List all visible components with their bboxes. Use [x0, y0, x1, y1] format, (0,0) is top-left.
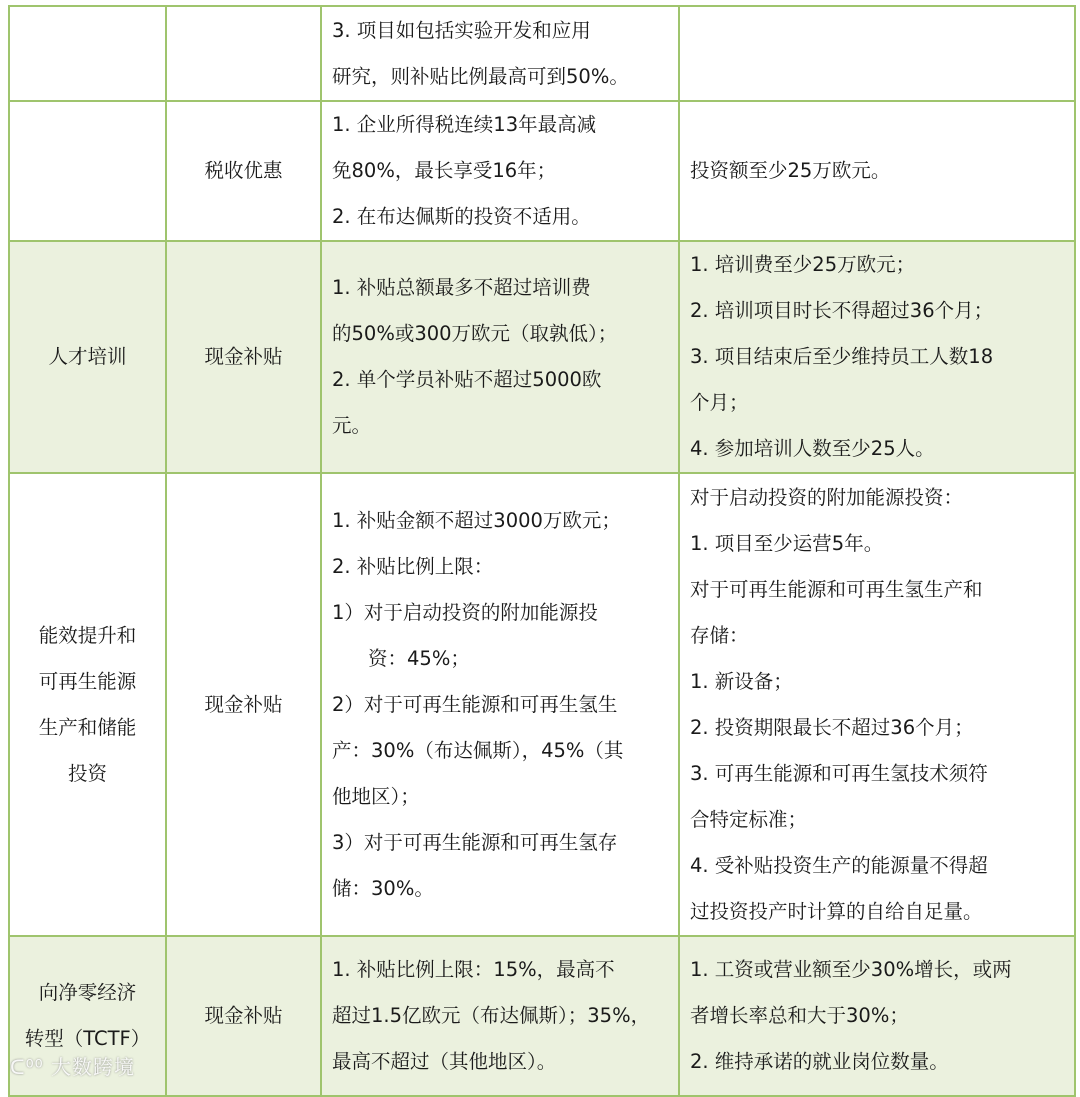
- cell-line: 现金补贴: [204, 692, 283, 716]
- detail-cell: [321, 473, 679, 936]
- cell-line: 1. 项目至少运营5年。: [690, 531, 884, 555]
- detail-cell: [321, 101, 679, 241]
- cell-line: 1. 补贴金额不超过3000万欧元；: [332, 508, 621, 532]
- category-cell: [9, 101, 166, 241]
- cell-line: 税收优惠: [204, 159, 283, 182]
- cell-line: 4. 受补贴投资生产的能源量不得超: [690, 853, 988, 877]
- support-type-cell: [166, 6, 321, 101]
- cell-line: 研究，则补贴比例最高可到50%。: [332, 64, 629, 88]
- cell-line: 资：45%；: [368, 646, 470, 670]
- requirement-cell: [679, 241, 1075, 473]
- cell-line: 生产和储能: [38, 715, 137, 739]
- cell-line: 2. 投资期限最长不超过36个月；: [690, 715, 974, 739]
- cell-line: 免80%，最长享受16年；: [332, 159, 557, 182]
- cell-line: 2. 维持承诺的就业岗位数量。: [690, 1050, 949, 1073]
- cell-line: 投资额至少25万欧元。: [690, 159, 891, 182]
- requirement-cell: [679, 473, 1075, 936]
- cell-line: 4. 参加培训人数至少25人。: [690, 437, 935, 460]
- cell-line: 的50%或300万欧元（取孰低）；: [332, 322, 618, 345]
- cell-line: 投资: [67, 761, 107, 785]
- requirement-cell: [679, 101, 1075, 241]
- requirement-cell: [679, 936, 1075, 1096]
- cell-line: 过投资投产时计算的自给自足量。: [690, 899, 983, 923]
- cell-line: 3. 可再生能源和可再生氢技术须符: [690, 761, 988, 785]
- cell-line: 3）对于可再生能源和可再生氢存: [332, 830, 618, 854]
- cell-line: 能效提升和: [38, 623, 137, 647]
- cell-line: 可再生能源: [38, 669, 137, 693]
- cell-line: 对于启动投资的附加能源投资：: [690, 485, 964, 509]
- table-row: [9, 6, 1075, 101]
- cell-line: 2. 在布达佩斯的投资不适用。: [332, 205, 591, 228]
- cell-line: 1. 企业所得税连续13年最高减: [332, 113, 597, 136]
- detail-cell: [321, 241, 679, 473]
- cell-line: 存储：: [690, 623, 749, 647]
- cell-line: 2）对于可再生能源和可再生氢生: [332, 692, 618, 716]
- cell-line: 2. 补贴比例上限：: [332, 554, 494, 578]
- cell-line: 1. 培训费至少25万欧元；: [690, 253, 916, 276]
- category-cell: [9, 6, 166, 101]
- watermark: ᑕ⁰⁰ 大数跨境: [10, 1055, 135, 1079]
- category-cell: [9, 241, 166, 473]
- category-cell: [9, 473, 166, 936]
- cell-line: 3. 项目如包括实验开发和应用: [332, 18, 591, 42]
- cell-line: 者增长率总和大于30%；: [690, 1004, 909, 1027]
- cell-line: 储：30%。: [332, 876, 434, 900]
- support-type-cell: [166, 241, 321, 473]
- cell-line: 1. 工资或营业额至少30%增长，或两: [690, 958, 1012, 981]
- watermark-logo-icon: ᑕ⁰⁰: [10, 1055, 51, 1079]
- table-row: [9, 101, 1075, 241]
- cell-line: 产：30%（布达佩斯），45%（其: [332, 738, 624, 762]
- cell-line: 1. 新设备；: [690, 669, 793, 693]
- policy-table: [8, 5, 1076, 1097]
- support-type-cell: [166, 101, 321, 241]
- table-row: [9, 241, 1075, 473]
- cell-line: 个月；: [690, 391, 749, 414]
- cell-line: 3. 项目结束后至少维持员工人数18: [690, 345, 994, 368]
- detail-cell: [321, 936, 679, 1096]
- cell-line: 元。: [332, 414, 372, 437]
- table-row: [9, 936, 1075, 1096]
- requirement-cell: [679, 6, 1075, 101]
- cell-line: 最高不超过（其他地区）。: [332, 1050, 557, 1073]
- cell-line: 2. 培训项目时长不得超过36个月；: [690, 299, 994, 322]
- cell-line: 他地区）；: [332, 784, 420, 808]
- cell-line: 超过1.5亿欧元（布达佩斯）；35%，: [332, 1004, 651, 1027]
- cell-line: 1. 补贴总额最多不超过培训费: [332, 276, 591, 299]
- cell-line: 1. 补贴比例上限：15%，最高不: [332, 958, 615, 981]
- cell-line: 1）对于启动投资的附加能源投: [332, 600, 598, 624]
- cell-line: 现金补贴: [204, 345, 283, 368]
- support-type-cell: [166, 936, 321, 1096]
- detail-cell: [321, 6, 679, 101]
- cell-line: 现金补贴: [204, 1004, 283, 1027]
- cell-line: 对于可再生能源和可再生氢生产和: [690, 577, 983, 601]
- cell-line: 转型（TCTF）: [24, 1027, 151, 1050]
- table-row: [9, 473, 1075, 936]
- cell-line: 人才培训: [48, 345, 127, 368]
- cell-line: 2. 单个学员补贴不超过5000欧: [332, 368, 602, 391]
- cell-line: 向净零经济: [38, 981, 137, 1004]
- cell-line: 合特定标准；: [690, 807, 808, 831]
- support-type-cell: [166, 473, 321, 936]
